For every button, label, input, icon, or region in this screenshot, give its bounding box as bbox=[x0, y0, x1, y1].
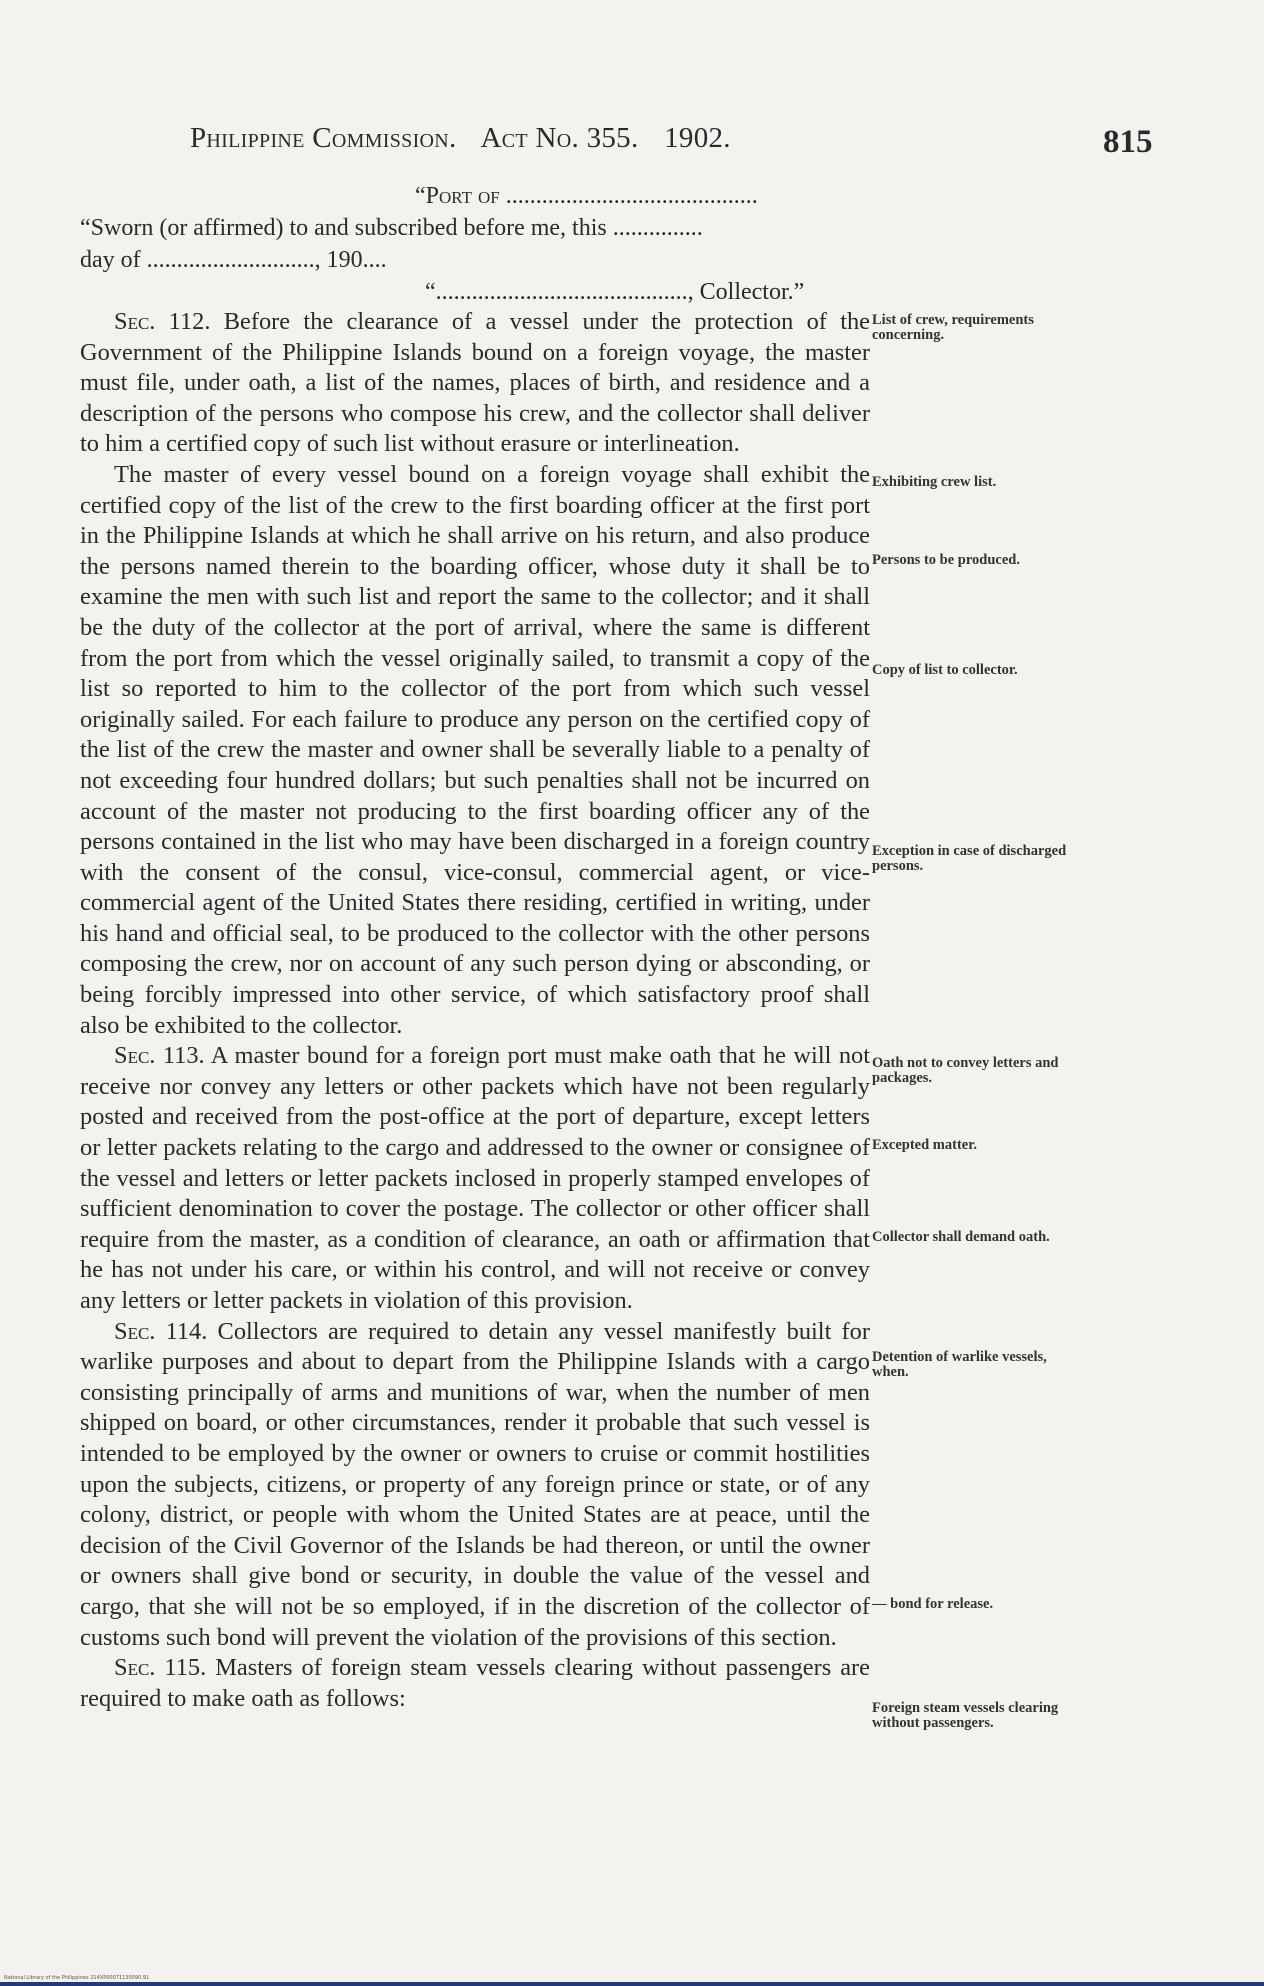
section-114 bbox=[80, 1317, 870, 1654]
margin-note: List of crew, requirements concerning. bbox=[872, 312, 1034, 343]
form-sworn-line: “Sworn (or affirmed) to and subscribed before me, this ............... bbox=[80, 215, 703, 241]
section-113 bbox=[80, 1041, 870, 1316]
main-text bbox=[80, 307, 870, 1714]
section-115-label: Sec. 115. bbox=[114, 1654, 207, 1682]
margin-note: Excepted matter. bbox=[872, 1137, 977, 1153]
margin-note: Oath not to convey letters and packages. bbox=[872, 1055, 1059, 1086]
footer-credit: National Library of the Philippines 214XP00071130090.91 bbox=[4, 1975, 150, 1981]
section-115-text: Masters of foreign steam vessels clearing without passengers are required to make oath as follows: bbox=[80, 1654, 870, 1712]
act-year: 1902. bbox=[664, 122, 731, 154]
section-112-label: Sec. 112. bbox=[114, 308, 211, 335]
form-day-line: day of ............................, 190.... bbox=[80, 247, 387, 273]
margin-note: Exhibiting crew list. bbox=[872, 474, 997, 490]
margin-note: Copy of list to collector. bbox=[872, 662, 1018, 678]
margin-note: — bond for release. bbox=[872, 1596, 994, 1612]
commission-title: Philippine Commission. bbox=[190, 122, 457, 154]
running-head bbox=[190, 122, 749, 155]
section-114-label: Sec. 114. bbox=[114, 1317, 208, 1345]
form-port-line: “Port of .......................................... bbox=[415, 183, 758, 209]
crew-list-text: The master of every vessel bound on a foreign voyage shall exhibit the certified copy of the list of the crew to the first boarding officer at the first port in the Philippine Islands at which he shall arrive on his return, and also produce the persons named therein to the boarding officer, whose duty it shall be to examine the men with such list and report the same to the collector; and it shall be the duty of the collector at the port of arrival, where the same is different from the port from which the vessel originally sailed, to transmit a copy of the list so reported to him to the collector of the port from which such vessel originally sailed. For each failure to produce any person on the certified copy of the list of the crew the master and owner shall be severally liable to a penalty of not exceeding four hundred dollars; but such penalties shall not be incurred on account of the master not producing to the first boarding officer any of the persons contained in the list who may have been discharged in a foreign country with the consent of the consul, vice-consul, commercial agent, or vice-commercial agent of the United States there residing, certified in writing, under his hand and official seal, to be produced to the collector with the other persons composing the crew, nor on account of any such person dying or absconding, or being forcibly impressed into other service, of which satisfactory proof shall also be exhibited to the collector. bbox=[80, 460, 870, 1039]
form-collector-line: “.........................................., Collector.” bbox=[425, 279, 805, 305]
section-115 bbox=[80, 1653, 870, 1714]
section-112 bbox=[80, 307, 870, 460]
oath-form bbox=[80, 180, 870, 308]
section-112-text: Before the clearance of a vessel under the protection of the Government of the Philippine Islands bound on a foreign voyage, the master must file, under oath, a list of the names, places of birth, and residence and a description of the persons who compose his crew, and the collector shall deliver to him a certified copy of such list without erasure or interlineation. bbox=[80, 308, 870, 458]
margin-note: Collector shall demand oath. bbox=[872, 1229, 1050, 1245]
margin-note: Detention of warlike vessels, when. bbox=[872, 1349, 1047, 1380]
bottom-rule bbox=[0, 1982, 1264, 1986]
margin-note: Persons to be produced. bbox=[872, 552, 1020, 568]
margin-note: Foreign steam vessels clearing without passengers. bbox=[872, 1700, 1059, 1731]
margin-note: Exception in case of discharged persons. bbox=[872, 843, 1067, 874]
section-114-text: Collectors are required to detain any vessel manifestly built for warlike purposes and about to depart from the Philippine Islands with a cargo consisting principally of arms and munitions of war, when the number of men shipped on board, or other circumstances, render it probable that such vessel is intended to be employed by the owner or owners to cruise or commit hostilities upon the subjects, citizens, or property of any foreign prince or state, or of any colony, district, or people with whom the United States are at peace, until the decision of the Civil Governor of the Islands be had thereon, or until the owner or owners shall give bond or security, in double the value of the vessel and cargo, that she will not be so employed, if in the discretion of the collector of customs such bond will prevent the violation of the provisions of this section. bbox=[80, 1317, 870, 1651]
act-number: Act No. 355. bbox=[480, 122, 639, 154]
page-number: 815 bbox=[1103, 124, 1153, 160]
section-113-text: A master bound for a foreign port must make oath that he will not receive nor convey any letters or other packets which have not been regularly posted and received from the post-office at the port of departure, except letters or letter packets relating to the cargo and addressed to the owner or consignee of the vessel and letters or letter packets inclosed in properly stamped envelopes of sufficient denomination to cover the postage. The collector or other officer shall require from the master, as a condition of clearance, an oath or affirmation that he has not under his care, or within his control, and will not receive or convey any letters or letter packets in violation of this provision. bbox=[80, 1042, 871, 1314]
crew-list-paragraph bbox=[80, 460, 870, 1041]
section-113-label: Sec. 113. bbox=[114, 1042, 205, 1070]
